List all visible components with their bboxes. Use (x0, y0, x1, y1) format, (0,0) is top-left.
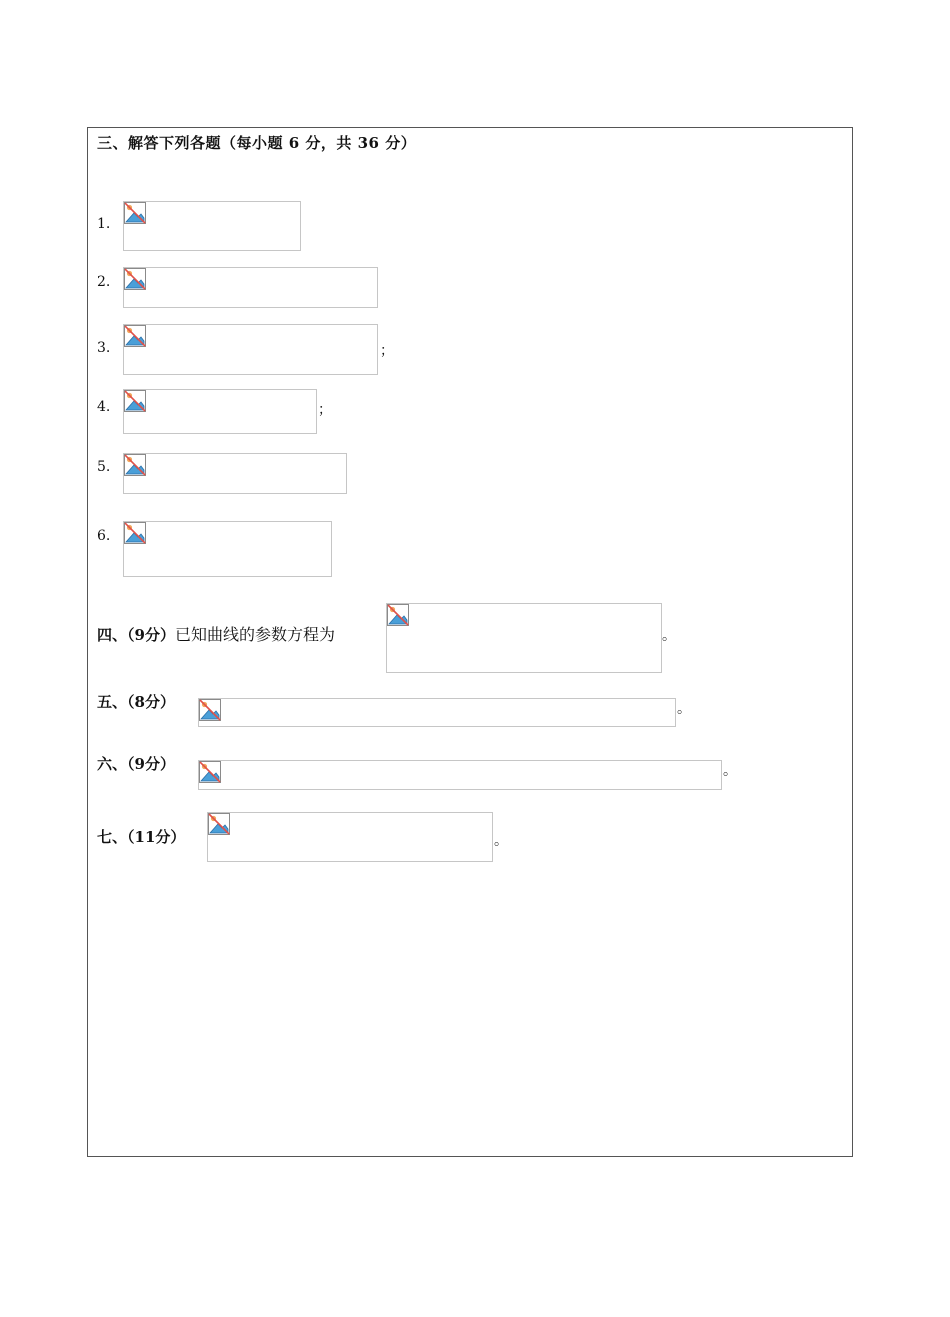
question-7-line (97, 826, 185, 847)
item-number-3: 3. (97, 340, 111, 356)
broken-image-icon (199, 761, 221, 783)
question-6-end: 。 (723, 763, 737, 779)
question-4-label: 四、 (97, 626, 128, 644)
question-5-end: 。 (677, 701, 691, 717)
question-7-label: 七、 (97, 828, 128, 846)
formula-image-4 (123, 389, 317, 434)
question-4-text: 已知曲线的参数方程为 (174, 625, 335, 644)
question-6-line (97, 753, 175, 774)
item-4-suffix: ； (318, 402, 332, 418)
formula-image-q7 (207, 812, 493, 862)
formula-image-5 (123, 453, 347, 494)
item-number-4: 4. (97, 399, 111, 415)
question-4-line (97, 622, 335, 645)
formula-image-2 (123, 267, 378, 308)
broken-image-icon (124, 454, 146, 476)
question-6-label: 六、 (97, 755, 128, 773)
broken-image-icon (208, 813, 230, 835)
question-5-label: 五、 (97, 693, 128, 711)
broken-image-icon (387, 604, 409, 626)
question-6-points: （9分） (127, 755, 175, 773)
formula-image-3 (123, 324, 378, 375)
question-7-points: （11分） (127, 828, 186, 846)
formula-image-q4 (386, 603, 662, 673)
section-title: 三、解答下列各题（每小题 6 分，共 36 分） (97, 134, 417, 152)
formula-image-q5 (198, 698, 676, 727)
broken-image-icon (124, 522, 146, 544)
question-4-end: 。 (662, 628, 676, 644)
item-3-suffix: ； (380, 343, 394, 359)
item-number-6: 6. (97, 528, 111, 544)
formula-image-6 (123, 521, 332, 577)
broken-image-icon (124, 268, 146, 290)
item-number-5: 5. (97, 459, 111, 475)
item-number-1: 1. (97, 216, 111, 232)
formula-image-q6 (198, 760, 722, 790)
question-7-end: 。 (494, 833, 508, 849)
broken-image-icon (124, 390, 146, 412)
broken-image-icon (199, 699, 221, 721)
broken-image-icon (124, 202, 146, 224)
question-5-line (97, 691, 175, 712)
question-5-points: （8分） (127, 693, 175, 711)
question-4-points: （9分） (127, 626, 175, 644)
broken-image-icon (124, 325, 146, 347)
formula-image-1 (123, 201, 301, 251)
item-number-2: 2. (97, 274, 111, 290)
